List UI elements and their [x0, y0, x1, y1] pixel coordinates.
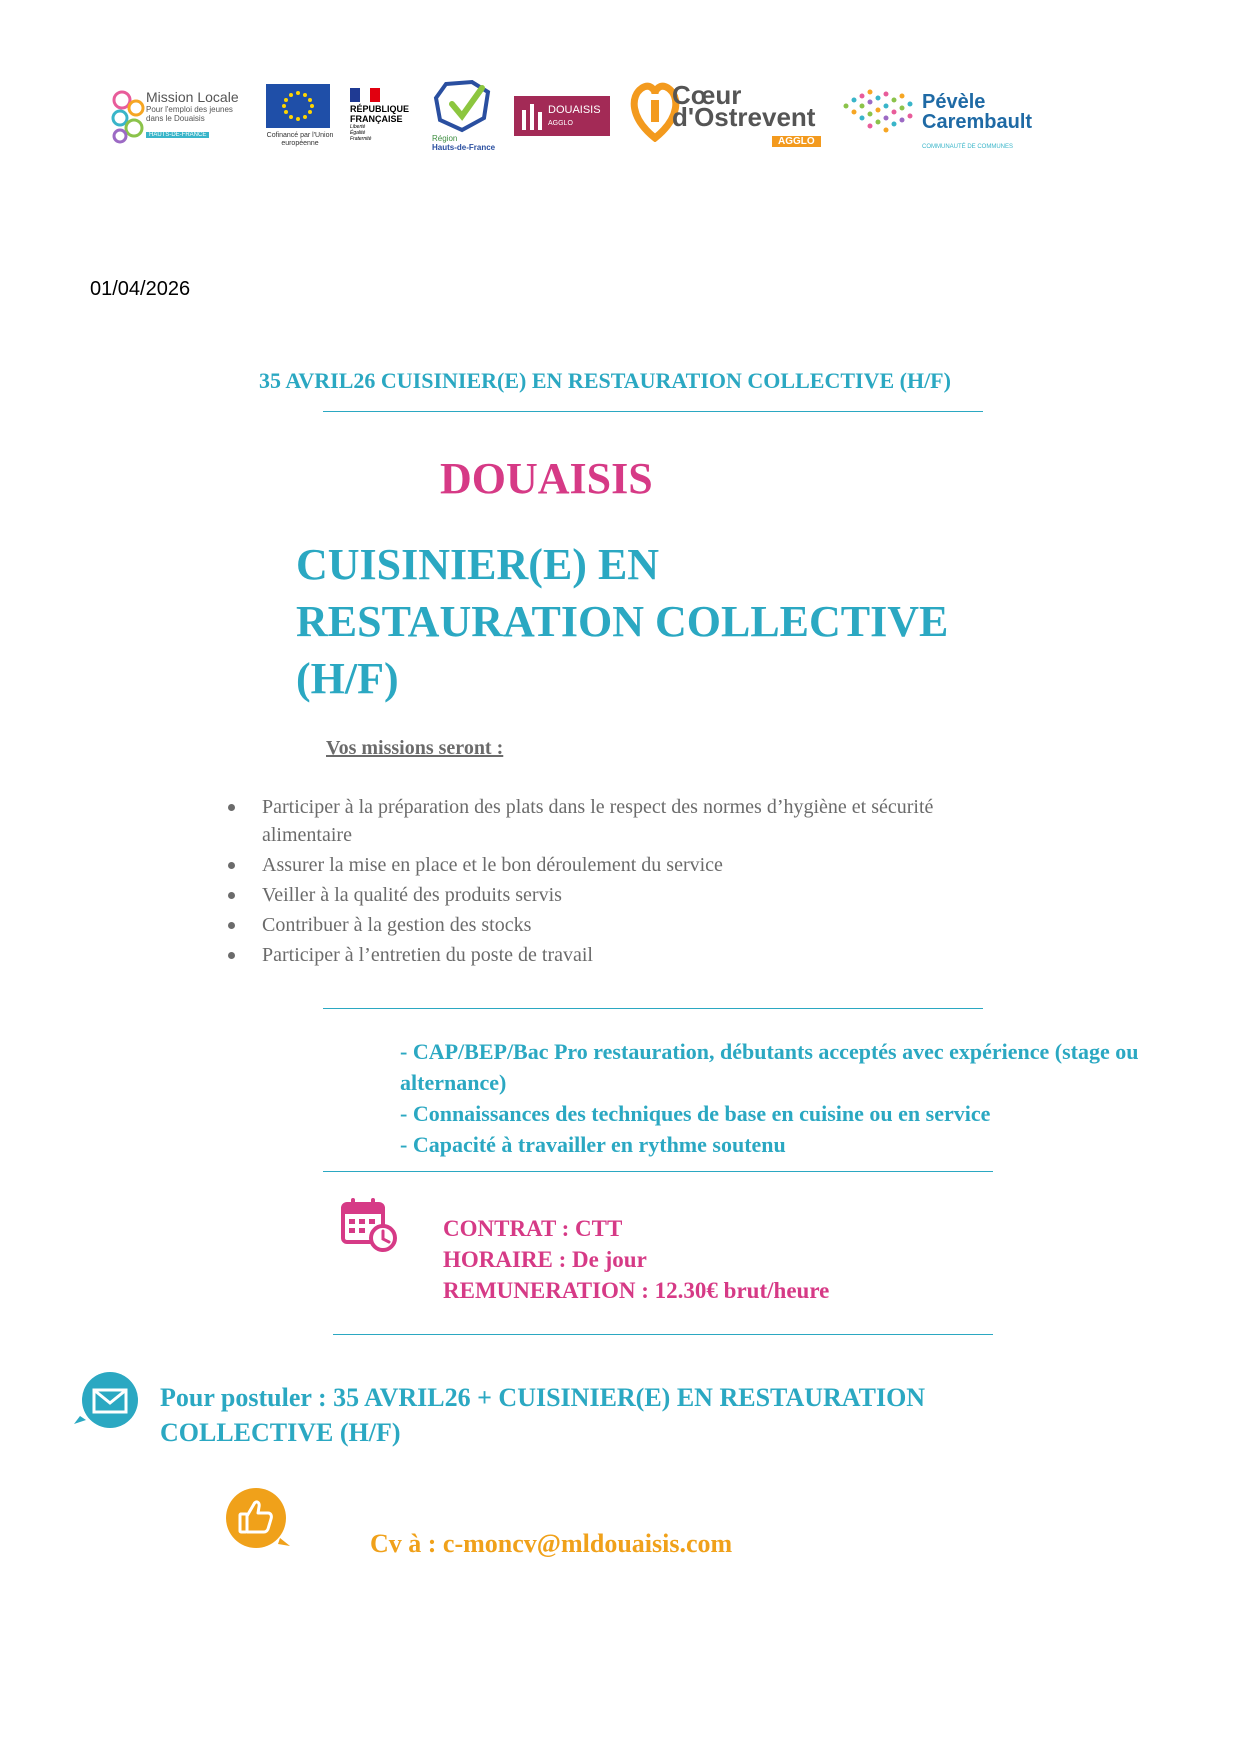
coeur-ostrevent-logo: [630, 78, 830, 158]
requirements-list: [400, 1036, 1160, 1160]
mail-icon: [72, 1372, 144, 1430]
republique-line1: RÉPUBLIQUE: [350, 104, 410, 114]
mission-locale-tagline: Pour l'emploi des jeunes dans le Douaisis: [146, 105, 233, 123]
mission-locale-region-tag: HAUTS-DE-FRANCE: [146, 132, 209, 138]
french-flag-icon: [350, 88, 380, 102]
republique-line2: FRANÇAISE: [350, 114, 403, 124]
job-title-line2: RESTAURATION COLLECTIVE: [296, 597, 949, 646]
calendar-clock-icon: [340, 1196, 398, 1252]
divider: [323, 1008, 983, 1009]
thumbs-up-icon: [220, 1486, 294, 1554]
region-line1: Région: [432, 134, 458, 143]
pevele-sub: COMMUNAUTÉ DE COMMUNES: [922, 144, 1013, 150]
republique-logo: [346, 78, 416, 158]
bullet-icon: [228, 952, 235, 959]
divider: [323, 411, 983, 412]
pevele-dots-icon: [840, 86, 920, 142]
mission-item: Assurer la mise en place et le bon déroulement du service: [226, 851, 986, 879]
eu-flag-icon: [266, 84, 330, 128]
mission-locale-logo: [110, 78, 240, 158]
mission-item: Veiller à la qualité des produits servis: [226, 881, 986, 909]
apply-instructions: Pour postuler : 35 AVRIL26 + CUISINIER(E) EN RESTAURATION COLLECTIVE (H/F): [160, 1383, 926, 1447]
douaisis-belfry-icon: [518, 102, 544, 132]
divider: [333, 1334, 993, 1335]
coeur-sub: AGGLO: [772, 136, 821, 147]
douaisis-agglo-logo: [514, 78, 612, 158]
job-title: [296, 536, 1056, 707]
region-logo: [428, 78, 506, 158]
bullet-icon: [228, 804, 235, 811]
location-heading: DOUAISIS: [440, 454, 653, 503]
bullet-icon: [228, 922, 235, 929]
missions-label: Vos missions seront :: [326, 737, 504, 759]
region-line2: Hauts-de-France: [432, 143, 496, 152]
contract-pay: REMUNERATION : 12.30€ brut/heure: [443, 1278, 830, 1303]
reference-title: 35 AVRIL26 CUISINIER(E) EN RESTAURATION COLLECTIVE (H/F): [259, 368, 951, 393]
contract-details: [443, 1213, 829, 1306]
logo-bar: [110, 78, 1033, 158]
cv-email[interactable]: Cv à : c-moncv@mldouaisis.com: [370, 1529, 733, 1558]
requirement-item: - CAP/BEP/Bac Pro restauration, débutants acceptés avec expérience (stage ou alternance): [400, 1039, 1139, 1095]
pevele-line1: Pévèle: [922, 91, 986, 113]
divider: [323, 1171, 993, 1172]
eu-caption: Cofinancé par l'Union européenne: [266, 132, 334, 147]
contract-type: CONTRAT : CTT: [443, 1216, 623, 1241]
requirement-item: - Capacité à travailler en rythme soutenu: [400, 1132, 786, 1157]
mission-item: Participer à la préparation des plats dans le respect des normes d’hygiène et sécurité alimentaire: [226, 793, 986, 849]
pevele-line2: Carembault: [922, 111, 1033, 133]
region-map-icon: [432, 78, 494, 136]
republique-motto: Liberté Égalité Fraternité: [350, 124, 372, 142]
bullet-icon: [228, 862, 235, 869]
douaisis-agglo-sub: AGGLO: [548, 120, 573, 127]
missions-list: [226, 793, 986, 971]
pevele-carembault-logo: [840, 78, 1033, 158]
requirement-item: - Connaissances des techniques de base en cuisine ou en service: [400, 1101, 991, 1126]
document-date: 01/04/2026: [90, 278, 191, 300]
douaisis-agglo-name: DOUAISIS: [548, 104, 601, 116]
mission-locale-name: Mission Locale: [146, 89, 239, 105]
coeur-line1: Cœur: [672, 80, 742, 110]
job-title-line1: CUISINIER(E) EN: [296, 540, 660, 589]
mission-item: Contribuer à la gestion des stocks: [226, 911, 986, 939]
eu-logo: [262, 78, 334, 158]
job-title-line3: (H/F): [296, 654, 399, 703]
contract-hours: HORAIRE : De jour: [443, 1247, 647, 1272]
bullet-icon: [228, 892, 235, 899]
mission-locale-rings-icon: [110, 86, 148, 146]
mission-item: Participer à l’entretien du poste de travail: [226, 941, 986, 969]
coeur-line2: d'Ostrevent: [672, 102, 816, 132]
